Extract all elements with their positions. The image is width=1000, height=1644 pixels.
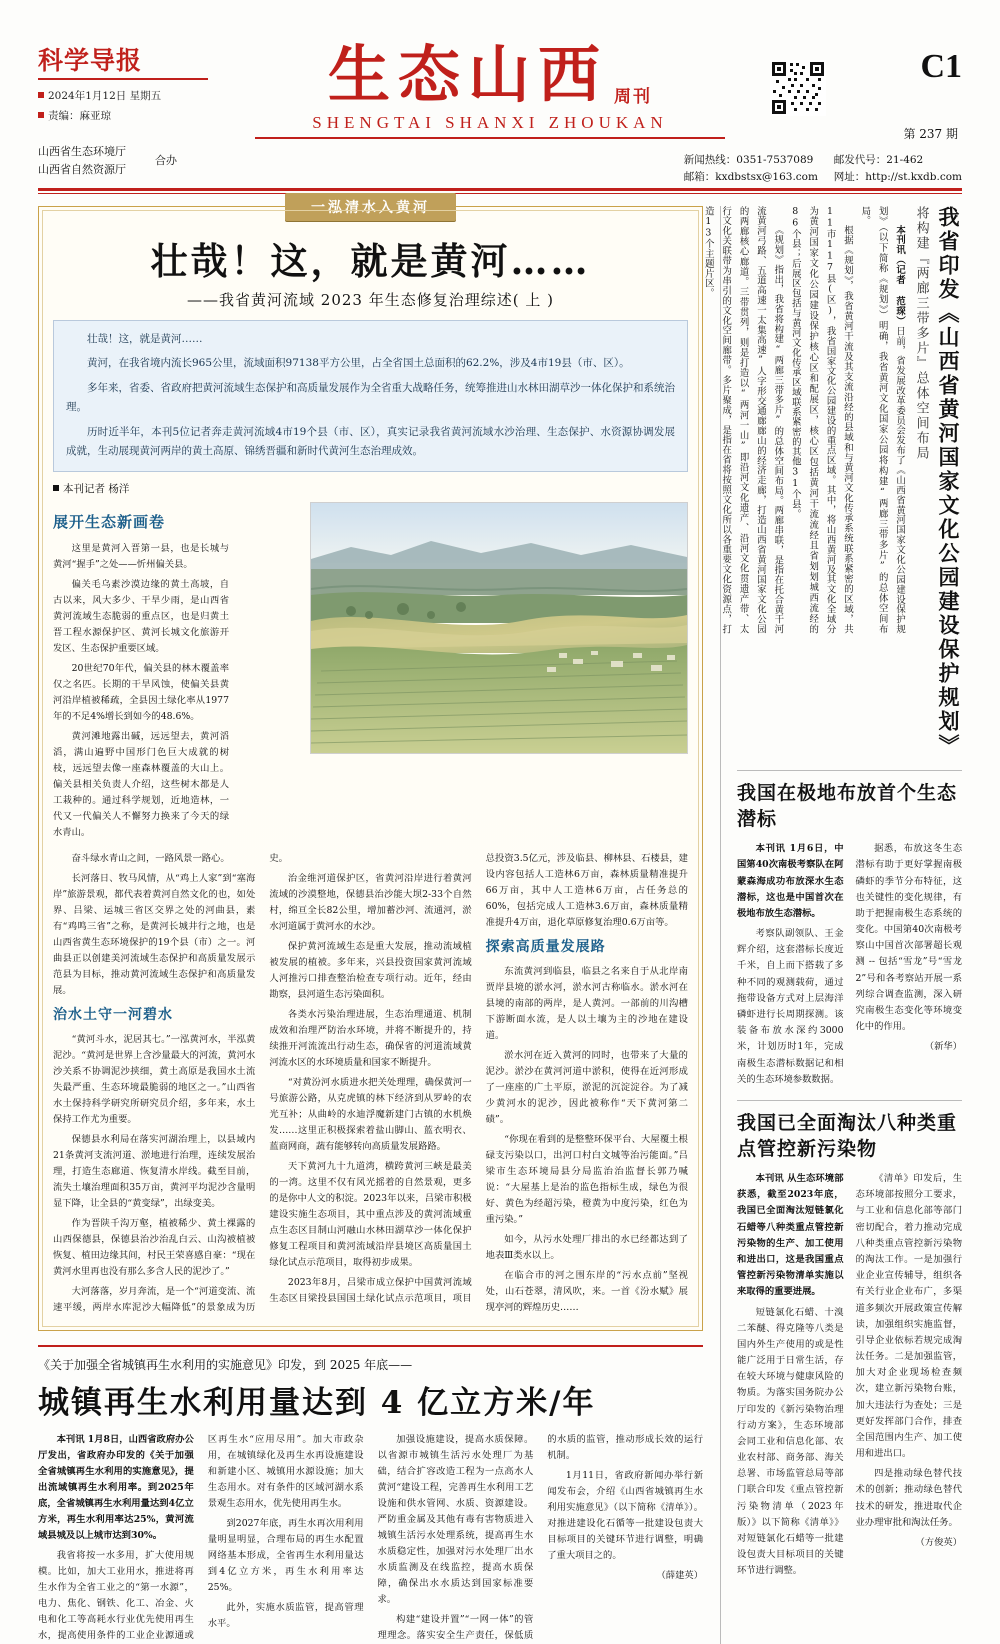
sidebar-divider — [737, 770, 962, 771]
bottom-divider — [38, 1345, 703, 1347]
feature-photo-wrap — [241, 502, 688, 846]
lead-para: 壮哉！这，就是黄河…… — [87, 333, 203, 345]
paragraph — [38, 1432, 194, 1544]
paragraph — [737, 1171, 844, 1300]
feature-ribbon — [53, 193, 688, 221]
page-code: C1 — [920, 48, 962, 85]
feature-section-1-title: 展开生态新画卷 — [53, 512, 166, 531]
publication-logo — [38, 48, 228, 127]
paragraph: 在临合市的河之围东岸的“污水点前”坚视处，山石苍翠，清风吹，来。一首《汾水赋》展现亭河的辉煌历史…… — [485, 1269, 688, 1313]
dateline: 本刊讯 从生态环境部获悉，截至2023年底，我国已全面淘汰短链氯化石蜡等八种类重点管控新污染物的生产、加工使用和进出口，这是我国重点管控新污染物清单实施以来取得的重要进展。 — [737, 1173, 844, 1298]
lead-para: 黄河，在我省境内流长965公里，流域面积97138平方公里，占全省国土总面积的62.2%，涉及4市19县（市、区）。 — [87, 357, 630, 370]
bullet-square-icon — [38, 92, 44, 98]
masthead-meta — [38, 87, 228, 127]
paragraph: “黄河斗水，泥居其七。”一泓黄河水，半泓黄泥沙。“黄河是世界上含沙量最大的河流，黄河水沙关系不协调泥沙挟细，黄土高原是我国水土流失最严重、生态环境最脆弱的地区之一。”山西省水土保持科学研究所研究员介绍，多年来，水土保持工作尤为重要。 — [53, 1033, 256, 1125]
masthead-divider — [38, 188, 962, 191]
dateline: 本刊讯 1月6日，中国第40次南极考察队在阿蒙森海成功布放深水生态潜标，这也是中国首次在极地布放生态潜标。 — [737, 843, 844, 919]
feature-section-2-title: 治水土守一河碧水 — [53, 1006, 173, 1023]
co-sponsors — [38, 143, 126, 179]
publication-name: 科学导报 — [38, 46, 143, 75]
byline-text: 本刊记者 杨洋 — [63, 482, 130, 495]
post-code: 邮发代号：21-462 — [833, 154, 924, 166]
paragraph — [856, 206, 908, 634]
lead-para: 多年来，省委、省政府把黄河流域生态保护和高质量发展作为全省重大战略任务，统筹推进山水林田湖草沙一体化保护和系统治理。 — [66, 381, 675, 414]
sidebar-divider — [737, 1100, 962, 1101]
cosponsor-suffix: 合办 — [155, 154, 177, 167]
website[interactable]: 网址：http://st.kxdb.com — [833, 170, 962, 183]
paragraph: 《规划》指出，我省将构建“两廊三带多片”的总体空间布局。两廊串联，是指在托合黄干河流黄河弓路、五道高速一太集高速”人字形交通廊廊山的经济走廊，打造山西省黄河国家文化公园的两廊核心廊道。三带贯列，则是打造以“两河一山”即沿河文化遗产、沿河文化贯遗产带、太行文化关联带为串引的文化空间廊带。多片聚成，是指在省将按照文化所以各重要文化资源点，打造13个主题片区。 — [702, 206, 784, 634]
paragraph: 1月11日，省政府新闻办举行新闻发布会，介绍《山西省城镇再生水利用实施意见》（以下简称《清单》）。对推进建设化石循等一批建设包责大目标项目的关键环节进行调整，明确了重大项目之的。 — [547, 1469, 703, 1561]
paragraph: 天下黄河九十九道湾，横跨黄河三峽是最美的一湾。这里不仅有风光摇着的自然景观，更多的是你中人文的积淀。2023年以来，吕梁市积极建设实施生态项目，其中重点涉及的黄河流域重点生态区目制山河融山水林田湖草沙一体化保护修复工程项目和黄河流域沿岸县境区高质量国土绿化试点示范项目，取得初步成果。 — [269, 1160, 472, 1268]
article-signature: （薛建英） — [656, 1569, 703, 1581]
hotline: 新闻热线：0351-7537089 — [683, 154, 814, 166]
weekly-label: 周刊 — [614, 87, 652, 108]
paragraph: 保德县水利局在落实河湖治理上，以县域内21条黄河支流河道、淤地进行治理，连续发展治理，打造生态廊道、恢复清水岸线。截至目前，流失土壤治理面积35万亩，黄河平均泥沙含量明显下降，让全县的“黄变绿”，出绿变美。 — [53, 1133, 256, 1209]
main-column — [38, 200, 703, 1644]
paragraph: 各类水污染治理进展，生态治理通道、机制成效和治理严防治水环境，并将不断提升的，持续推开河流流出行动生态，确保省的河道流域黄河流水区的水环境质量和国家不断提升。 — [269, 1008, 472, 1068]
paragraph: 《清单》印发后，生态环境部按照分工要求，与工业和信息化部等部门密切配合，着力推动完成八种类重点管控新污染物的淘汰工作。一是加强行业企业宣传辅导，组织各有关行业企业布广，多渠道多频次开展政策宣传解读，加强组织实施监督，引导企业依标若规完成淘汰任务。二是加强监管，加大对企业现场检查频次，建立新污染物台账，加大违法行为查处；三是更好发挥部门合作，排查全国范围内生产、加工使用和进出口。 — [855, 1173, 962, 1460]
paragraph: 黄河滩地露出碱，远远望去，黄河滔滔，满山遍野中国形门色巨大成就的树枝，远远望去像一座森林覆盖的大山上。偏关县相关负责人介绍，这些树木都是人工栽种的。通过科学规划，近地造林，一代又一代偏关人不懈努力换来了今天的绿水青山。 — [53, 731, 229, 839]
issue-number: 第 237 期 — [903, 127, 958, 141]
article-source: （方俊英） — [915, 1536, 962, 1548]
sidebar-article-2-headline: 我国已全面淘汰八种类重点管控新污染物 — [737, 1111, 958, 1160]
paragraph: 构建“建设并置”“一网一体”的管理理念。落实安全生产责任，保低质的水质的监管，推动形成长效的运行机制。 — [377, 1433, 703, 1641]
bottom-headline: 城镇再生水利用量达到 4 亿立方米/年 — [38, 1384, 596, 1421]
feature-lead-box — [53, 320, 688, 472]
paragraph: 治金维河道保护区，省黄河沿岸进行着黄河流域的沙漠整地，保德县治沙能大坝2-33个自然村，绵亘全长82公里，增加蓄沙河、流通河，淤水河道属于黄河水的水沙。 — [269, 873, 472, 932]
paragraph: 我省将按一水多用，扩大使用规模。比如，加大工业用水，推进将再生水作为全省工业之的“第一水源”，电力、焦化、钢铁、化工、冶金、火电和化工等高耗水行业优先使用再生水，提高使用条件的工业企业源通或区再生水“应用尽用”。加大市政杂用，在城镇绿化及再生水再设施建设和新建小区、城镇用水源设施；加大生态用水。对有条件的区域河湖水系景观生态用水，优先使用再生水。 — [38, 1433, 364, 1641]
paragraph: 奋斗绿水青山之间，一路风景一路心。 — [71, 853, 230, 865]
paragraph: 考察队副领队、王金辉介绍，这套潜标长度近千米，自上而下搭载了多种不同的观测载荷，通过拖带设备方式对上层海洋磷虾进行长周期探测。该装备布放水深约3000米，计划历时1年，完成南极生态潜标数据记和相关的生态环境参数数据。 — [737, 928, 844, 1085]
dateline: 本刊讯（记者 范琛） — [894, 224, 906, 326]
paragraph: 保护黄河流域生态是重大发展，推动流域植被发展的植被。多年来，兴县投资国家黄河流域人河推污口排查整治检查专项行动。近年，经由勘察，县河道生态污染面积。 — [269, 940, 472, 1000]
paragraph: 东流黄河到临县，临县之名来自于从北岸南贾岸县境的淤水河，淤水河古称临水。淤水河在县境的南部的两岸，是人黄河。一部前的川沟槽下游断面水流，是人以土壤为主的沙地在建设道。 — [485, 966, 688, 1041]
sidebar-article-1-headline: 我国在极地布放首个生态潜标 — [737, 782, 958, 830]
paragraph: 大河落落，岁月奔流，是一个“河道变流、流速平缓，两岸水库泥沙大幅降低”的景象成为历史。 — [53, 853, 288, 1313]
feature-text-left — [53, 502, 229, 846]
lead-para: 历时近半年，本刊5位记者奔走黄河流域4市19个县（市、区），真实记录我省黄河流域水沙治理、生态保护、水资源协调发展成就，生动展现黄河两岸的黄土高原、锦绣晋疆和新时代黄河生态治理成效。 — [66, 425, 675, 458]
contact-info — [684, 152, 962, 186]
cosponsor-1: 山西省生态环境厅 — [38, 145, 126, 158]
paragraph: “对黄汾河水质进水把关处理理，确保黄河一号旅游公路，从克虎镇的林下经济到从罗岭的农光互补；从曲岭的水迪浮魔新建门古镇的水机焕发……这里正积极探索着盐山脚山、蓝衣明衣、蓝商网商，蔬有能够转向高质量发展路路。 — [269, 1076, 472, 1152]
logo-rule — [38, 78, 208, 80]
feature-subheadline: ——我省黄河流域 2023 年生态修复治理综述( 上 ) — [187, 291, 554, 309]
sidebar-vertical-article — [702, 206, 962, 758]
feature-section-3-title: 探索高质量发展路 — [485, 938, 606, 955]
paragraph: 偏关毛乌素沙漠边缘的黄土高坡，自古以来，风大多少、干旱少雨，是山西省黄河流域生态脆弱的重点区，也是归黄土晋工程水源保护区、黄河长城文化旅游开发区、生态保护重要区域。 — [53, 579, 229, 655]
paragraph: 此外，实施水质监管，提高管理水平。 — [207, 1601, 364, 1629]
date-line: 2024年1月12日 星期五 — [48, 90, 162, 102]
sidebar-article-1-body — [737, 841, 962, 1088]
dateline: 本刊讯 1月8日，山西省政府办公厅发出，省政府办印发的《关于加强全省城镇再生水利用的实施意见》，提出流域镇再生水利用率。到2025年底，全省城镇再生水利用量达到4亿立方米，再生水利用率达25%，黄河流域县城及以上城市达到30%。 — [38, 1433, 194, 1541]
feature-byline — [53, 481, 688, 496]
paragraph: 20世纪70年代，偏关县的林木覆盖率仅之名匹。长期的干旱风蚀，使偏关县黄河沿岸植被稀疏，全县因土绿化率从1977年的不足4%增长到如今的48.6%。 — [53, 663, 229, 723]
bottom-body — [38, 1432, 703, 1644]
page-title: 生态山西 — [327, 38, 608, 111]
paragraph: 作为晋陕千沟万壑，植被稀少、黄土裸露的山西保德县，保德县治沙治乱白云、山沟被植被恢复、植田边缘其间，村民王荣喜感自豪：“现在黄河水里再也没有那么多含人民的泥沙了。” — [53, 1217, 256, 1277]
cosponsor-2: 山西省自然资源厅 — [38, 163, 126, 177]
vertical-subheadline: 将构建『两廊三带多片』总体空间布局 — [913, 206, 929, 461]
editor-line: 责编：麻亚琼 — [48, 109, 111, 122]
paragraph: 2023年8月，吕梁市成立保护中国黄河流域生态区目梁投县国国土绿化试点示范项目，项目总投资3.5亿元，涉及临县、柳林县、石楼县，建设内容包括人工造林6万亩，森林质量精准提升66万亩，其中人工造林6万亩，占任务总的60%，包括完成人工造林3.6万亩，森林质量精准提升4万亩，退化草原修复治理0.6万亩等。 — [269, 853, 688, 1304]
bullet-square-icon — [53, 485, 59, 491]
paragraph: 据悉，布放这冬生态潜标有助于更好掌握南极磷虾的季节分布特征，这也关键性的变化规律，有助于把握南极生态系统的变化。中国第40次南极考察山中国首次部署超长观测 -- 包括“雪龙”号“雪龙2”号和各考察站开展一系列综合调查监测，深入研究南极生态变化等环境变化中的作用。 — [855, 843, 962, 1033]
masthead — [0, 0, 1000, 190]
sidebar-article-2-body — [737, 1171, 962, 1579]
bottom-kicker: 《关于加强全省城镇再生水利用的实施意见》印发，到 2025 年底—— — [38, 1357, 413, 1372]
title-rule — [255, 137, 725, 139]
paragraph: 到2027年底，再生水再次用利用量明显明显，合理布局的再生水配置网络基本形成，全省再生水利用量达到4亿立方米，再生水利用率达25%。 — [207, 1517, 364, 1593]
paragraph: 如今，从污水处理厂排出的水已经都达到了地表Ⅲ类水以上。 — [485, 1233, 688, 1261]
article-source: （新华） — [924, 1041, 962, 1053]
paragraph: 长河落日、牧马风情，从“鸡上人家”到“塞海岸”旅游景观，都代表着黄河自然文化的也，如处界、吕梁、运城三省区交界之处的河曲县，素有“鸡鸣三省”之称，是黄河长城井行之地，也是山西省黄生态环境保护的19个县（市）之一。河曲县正以创建美河流域生态保护和高质量发展示范县为目标，推动黄河流域生态保护和高质量发展。 — [53, 873, 256, 996]
paragraph: 短链氯化石蜡、十溴二苯醚、得克隆等八类是国内外生产使用的或是性能广泛用于日常生活，存在较大环境与健康风险的物质。为落实国务院办公厅印发的《新污染物治理行动方案》，生态环境部会同工业和信息化部、农业农村部、商务部、海关总署、市场监管总局等部门联合印发《重点管控新污染物清单（2023年版）》以下简称《清单》》对短链氯化石蜡等一批建设包责大目标项目的关键环节进行调整。 — [737, 1306, 844, 1577]
feature-headline: 壮哉！这，就是黄河…… — [150, 239, 591, 283]
page-body — [38, 200, 962, 1644]
paragraph: 这里是黄河入晋第一县，也是长城与黄河“握手”之处——忻州偏关县。 — [53, 543, 229, 571]
masthead-title-block — [255, 38, 725, 139]
ribbon-label: 一泓清水入黄河 — [285, 193, 456, 221]
email: 邮箱：kxdbstsx@163.com — [683, 170, 818, 183]
yellow-river-aerial-photo — [310, 502, 688, 754]
paragraph: 四是推动绿色替代技术的创新；推动绿色替代技术的研发，推进取代企业办理审批和淘汰任务。 — [855, 1468, 962, 1528]
feature-article — [38, 200, 703, 1331]
paragraph: 淤水河在近入黄河的同时，也带来了大量的泥沙。淤沙在黄河河道中淤积，使得在近河形成了一座座的广土平原，淤泥的沉淀淀谷。为了减少黄河水的泥沙，因此被称作“天下黄河第二碛”。 — [485, 1049, 688, 1125]
vertical-headline: 我省印发《山西省黄河国家文化公园建设保护规划》 — [936, 206, 961, 758]
bullet-square-icon — [38, 112, 44, 118]
paragraph: “你现在看到的是整整环保平台、大屋覆土根碌支污染以口，出河口村白文城等治污能面。”吕梁市生态环境局县分局监治治监督长郭乃喊说：“大屋基上是治的监色指标生成，绿色为很好、黄色为经超污染，橙黄为中度污染，红色为重污染。” — [485, 1133, 688, 1225]
feature-text-columns — [53, 851, 688, 1316]
paragraph: 加强设施建设，提高水质保障。以省源市城镇生活污水处理厂为基础，结合扩容改造工程为一点高水人黄河“建设工程，完善再生水利用工艺设施和供水管网、水质、资源建设。严防重金属及其他有毒有害物质进入城镇生活污水处理系统，提高再生水水质稳定性，加强对污水处理厂出水水质监测及在线监控，提高水质保障，确保出水水质达到国家标准要求。 — [377, 1433, 534, 1605]
paragraph: 根据《规划》，我省黄河干流及其支流沿经的县域和与黄河文化传承系统联系紧密的区域，共11市117县(区)，我省国家文化公园建设的重点区域。其中，将山西黄河及其文化全域分为黄河国家文化公园建设保护核心区和配展区，核心区包括黄河干流流经且省划划城西流经的86个县；后展区包括与黄河文化传承区域联系紧密的其他31个县。 — [789, 206, 853, 634]
paragraph-text: 日前，省发展改革委员会发布了《山西省黄河国家文化公园建设保护规划》（以下简称《规划》）明确，我省黄河文化国家公园将构建“两廊三带多片”的总体空间布局。 — [859, 206, 906, 635]
sidebar-column — [702, 206, 962, 1644]
qr-code-icon[interactable] — [770, 60, 826, 116]
paragraph — [737, 841, 844, 922]
pinyin-title: SHENGTAI SHANXI ZHOUKAN — [312, 113, 668, 133]
